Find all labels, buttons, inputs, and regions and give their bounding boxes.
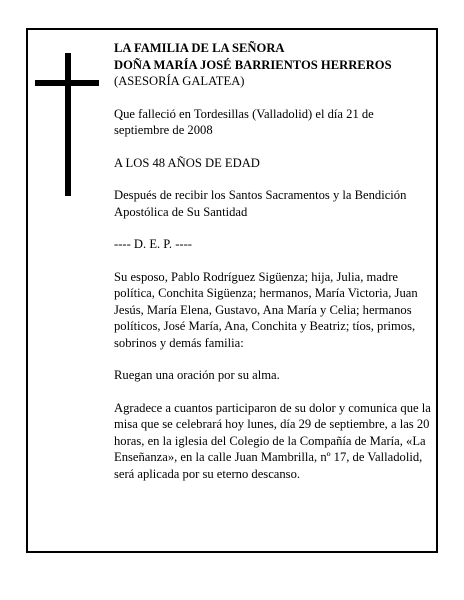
- family-line: LA FAMILIA DE LA SEÑORA: [114, 41, 285, 55]
- obituary-text: [114, 40, 432, 498]
- family-list: Su esposo, Pablo Rodríguez Sigüenza; hija, Julia, madre política, Conchita Sigüenza; hermanos, María Victoria, Juan Jesús, María Elena, Gustavo, Ana María y Celia; hermanos políticos, José María, Ana, Conchita y Beatriz; tíos, primos, sobrinos y demás familia:: [114, 269, 418, 350]
- cross-vertical-bar: [65, 53, 71, 196]
- deceased-name: DOÑA MARÍA JOSÉ BARRIENTOS HERREROS: [114, 57, 392, 72]
- death-info: Que falleció en Tordesillas (Valladolid) el día 21 de septiembre de 2008: [114, 106, 374, 137]
- prayer-request: Ruegan una oración por su alma.: [114, 368, 280, 382]
- cross-horizontal-bar: [35, 80, 99, 86]
- age-line: A LOS 48 AÑOS DE EDAD: [114, 155, 260, 170]
- obituary-header: [114, 40, 432, 90]
- mass-info: Agradece a cuantos participaron de su dolor y comunica que la misa que se celebrará hoy lunes, día 29 de septiembre, a las 20 horas, en la iglesia del Colegio de la Compañía de María, «La Enseñanza», en la calle Juan Mambrilla, nº 17, de Valladolid, será aplicada por su eterno descanso.: [114, 400, 431, 481]
- dep-line: ---- D. E. P. ----: [114, 237, 192, 251]
- affiliation: (ASESORÍA GALATEA): [114, 74, 245, 88]
- sacraments-line: Después de recibir los Santos Sacramentos y la Bendición Apostólica de Su Santidad: [114, 188, 407, 219]
